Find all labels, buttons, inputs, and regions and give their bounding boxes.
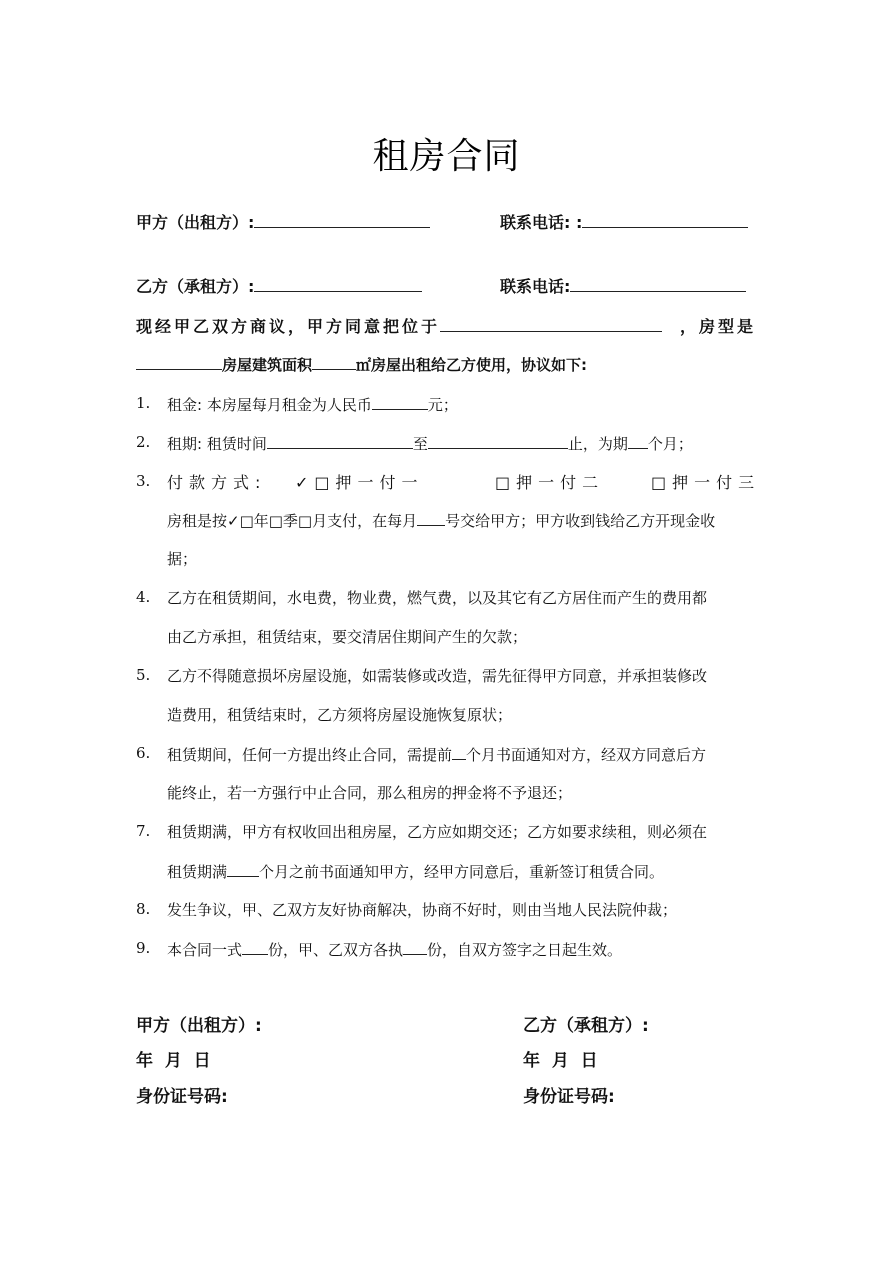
clause-number: 4. xyxy=(136,588,151,606)
clause-number: 8. xyxy=(136,900,151,918)
clause-7-line-1: 租赁期满，甲方有权收回出租房屋，乙方应如期交还；乙方如要求续租，则必须在 xyxy=(167,823,708,841)
page-title: 租房合同 xyxy=(372,136,521,177)
intro-line-1: 现经甲乙双方商议，甲方同意把位于 ，房型是 xyxy=(136,317,757,336)
clause-number: 1. xyxy=(136,394,151,412)
party-b-label: 乙方（承租方）: xyxy=(136,274,422,297)
clause-7-line-2: 租赁期满 个月之前书面通知甲方，经甲方同意后，重新签订租赁合同。 xyxy=(167,860,664,882)
party-a-label: 甲方（出租方）: xyxy=(136,210,430,233)
clause-5-line-2: 造费用，租赁结束时，乙方须将房屋设施恢复原状； xyxy=(167,706,513,724)
rent-blank[interactable] xyxy=(372,393,428,410)
clause-number: 5. xyxy=(136,666,151,684)
option-2[interactable]: □押一付二 xyxy=(495,473,605,492)
notice-months-blank[interactable] xyxy=(452,743,466,760)
sign-party-b: 乙方（承租方）: xyxy=(523,1016,649,1036)
clause-3-line-2: 房租是按✓□年□季□月支付，在每月 号交给甲方；甲方收到钱给乙方开现金收 xyxy=(167,509,715,531)
clause-4-line-2: 由乙方承担，租赁结束，要交清居住期间产生的欠款； xyxy=(167,628,528,646)
sign-id-b: 身份证号码: xyxy=(523,1087,615,1107)
intro-line-2: 房屋建筑面积 ㎡房屋出租给乙方使用，协议如下: xyxy=(136,353,587,375)
room-type-blank[interactable] xyxy=(136,353,222,370)
clause-9-line-1: 本合同一式 份，甲、乙双方各执 份，自双方签字之日起生效。 xyxy=(167,938,622,960)
clause-6-line-2: 能终止，若一方强行中止合同，那么租房的押金将不予退还； xyxy=(167,784,573,802)
clause-4-line-1: 乙方在租赁期间，水电费，物业费，燃气费，以及其它有乙方居住而产生的费用都 xyxy=(167,589,708,607)
sign-date-b: 年 月 日 xyxy=(523,1051,598,1071)
option-3[interactable]: □押一付三 xyxy=(651,473,761,492)
party-b-name-blank[interactable] xyxy=(254,275,422,292)
renew-months-blank[interactable] xyxy=(227,860,259,877)
party-a-phone: 联系电话: : xyxy=(500,210,748,233)
clause-8-line-1: 发生争议，甲、乙双方友好协商解决，协商不好时，则由当地人民法院仲裁； xyxy=(167,901,678,919)
clause-number: 2. xyxy=(136,433,151,451)
sign-date-a: 年 月 日 xyxy=(136,1051,211,1071)
clause-3-line-3: 据； xyxy=(167,550,198,568)
clause-number: 7. xyxy=(136,822,151,840)
clause-number: 9. xyxy=(136,939,151,957)
clause-6-line-1: 租赁期间，任何一方提出终止合同，需提前 个月书面通知对方，经双方同意后方 xyxy=(167,743,706,765)
each-copies-blank[interactable] xyxy=(403,938,427,955)
sign-id-a: 身份证号码: xyxy=(136,1087,228,1107)
clause-2: 租期: 租赁时间 至 止，为期 个月； xyxy=(167,432,693,454)
clause-number: 6. xyxy=(136,744,151,762)
end-date-blank[interactable] xyxy=(428,432,568,449)
address-blank[interactable] xyxy=(440,315,662,332)
party-a-phone-blank[interactable] xyxy=(582,211,748,228)
party-b-phone-blank[interactable] xyxy=(570,275,746,292)
clause-3-payment-options: 付款方式: ✓□押一付一 □押一付二 □押一付三 xyxy=(167,470,759,493)
party-b-phone: 联系电话: xyxy=(500,274,746,297)
sign-party-a: 甲方（出租方）: xyxy=(136,1016,262,1036)
area-blank[interactable] xyxy=(312,353,356,370)
party-a-name-blank[interactable] xyxy=(254,211,430,228)
months-blank[interactable] xyxy=(628,432,648,449)
option-1[interactable]: ✓□押一付一 xyxy=(295,473,424,492)
clause-5-line-1: 乙方不得随意损坏房屋设施，如需装修或改造，需先征得甲方同意，并承担装修改 xyxy=(167,667,708,685)
clause-number: 3. xyxy=(136,472,151,490)
start-date-blank[interactable] xyxy=(267,432,413,449)
copies-blank[interactable] xyxy=(242,938,268,955)
clause-1: 租金: 本房屋每月租金为人民币 元； xyxy=(167,393,458,415)
pay-day-blank[interactable] xyxy=(417,509,445,526)
